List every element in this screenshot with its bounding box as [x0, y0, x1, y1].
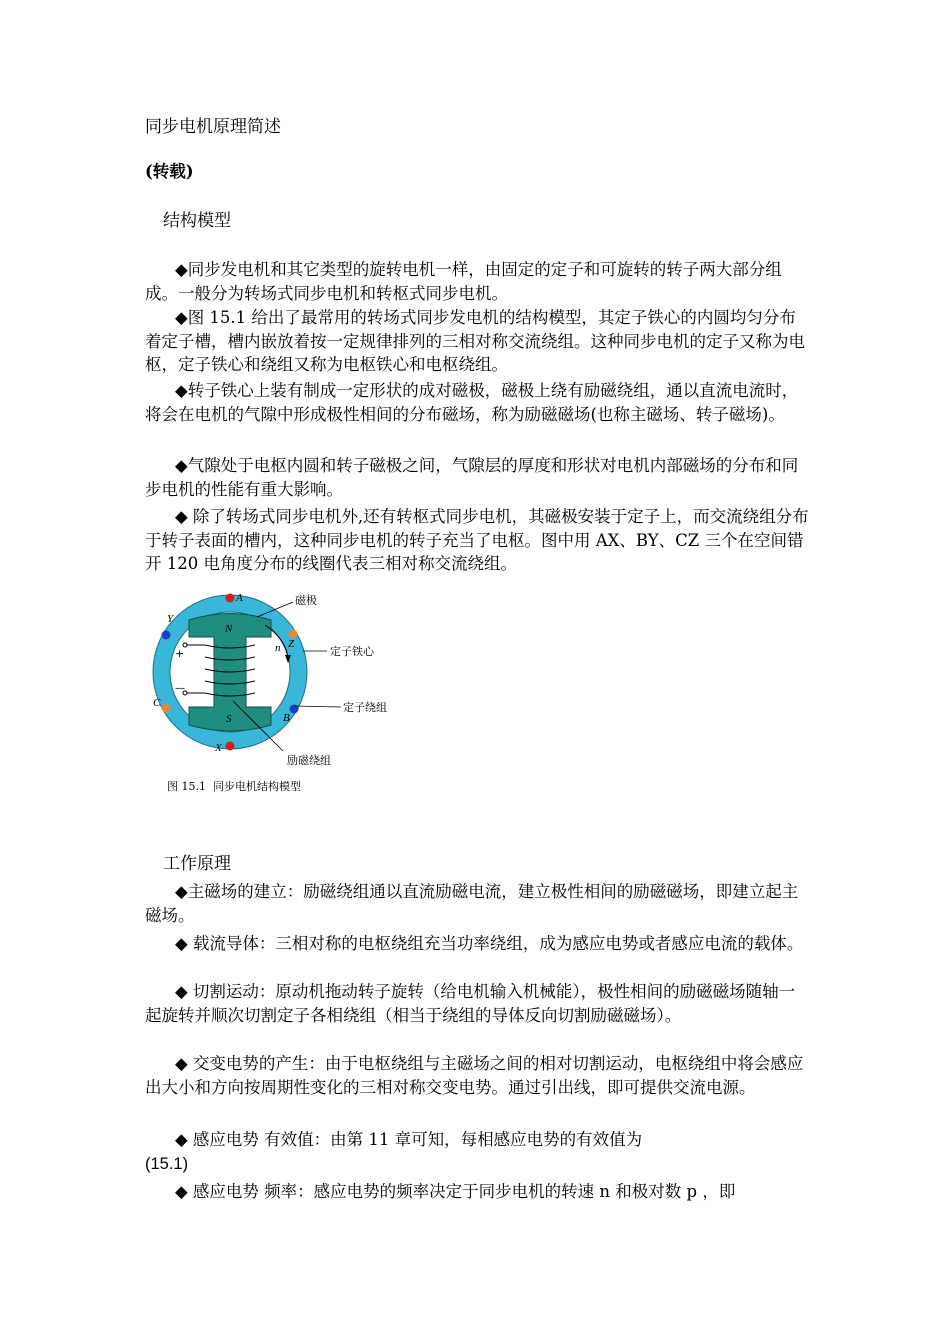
plus-sign: +	[175, 647, 185, 660]
paragraph: ◆ 载流导体：三相对称的电枢绕组充当功率绕组，成为感应电势或者感应电流的载体。	[175, 934, 804, 953]
figure-caption: 同步电机结构模型	[213, 780, 301, 793]
paragraph: ◆ 除了转场式同步电机外,还有转枢式同步电机，其磁极安装于定子上，而交流绕组分布于转子表面的槽内，这种同步电机的转子充当了电枢。图中用 AX、BY、CZ 三个在空间错开 120 电角度分布的线圈代表三相对称交流绕组。	[145, 507, 809, 573]
letter-S: S	[226, 713, 232, 725]
equation-number: (15.1)	[145, 1155, 189, 1173]
letter-X: X	[215, 742, 222, 754]
coil-dot-C	[162, 704, 171, 713]
label-stator-winding: 定子绕组	[343, 701, 387, 714]
letter-C: C	[153, 697, 161, 709]
paragraph: ◆气隙处于电枢内圆和转子磁极之间，气隙层的厚度和形状对电机内部磁场的分布和同步电机的性能有重大影响。	[145, 456, 799, 499]
coil-dot-A	[226, 594, 235, 603]
letter-B: B	[283, 712, 290, 724]
motor-diagram	[145, 585, 445, 800]
letter-N: N	[225, 623, 233, 635]
paragraph: ◆图 15.1 给出了最常用的转场式同步发电机的结构模型，其定子铁心的内圆均匀分布着定子槽，槽内嵌放着按一定规律排列的三相对称交流绕组。这种同步电机的定子又称为电枢，定子铁心和绕组又称为电枢铁心和电枢绕组。	[145, 308, 805, 374]
section-heading-principle: 工作原理	[163, 854, 231, 874]
paragraph: ◆ 感应电势 有效值：由第 11 章可知，每相感应电势的有效值为	[175, 1130, 643, 1149]
paragraph: ◆主磁场的建立：励磁绕组通以直流励磁电流，建立极性相间的励磁磁场，即建立起主磁场。	[145, 882, 799, 925]
letter-A: A	[236, 592, 243, 604]
paragraph: ◆转子铁心上装有制成一定形状的成对磁极，磁极上绕有励磁绕组，通以直流电流时，将会在电机的气隙中形成极性相间的分布磁场，称为励磁磁场(也称主磁场、转子磁场)。	[145, 381, 799, 424]
paragraph: ◆ 感应电势 频率：感应电势的频率决定于同步电机的转速 n 和极对数 p ，即	[175, 1182, 736, 1201]
letter-Z: Z	[288, 638, 295, 650]
paragraph: ◆ 切割运动：原动机拖动转子旋转（给电机输入机械能），极性相间的励磁磁场随轴一起旋转并顺次切割定子各相绕组（相当于绕组的导体反向切割励磁磁场）。	[145, 982, 796, 1025]
coil-dot-X	[226, 742, 235, 751]
coil-dot-Y	[162, 631, 171, 640]
paragraph: ◆ 交变电势的产生：由于电枢绕组与主磁场之间的相对切割运动，电枢绕组中将会感应出大小和方向按周期性变化的三相对称交变电势。通过引出线，即可提供交流电源。	[145, 1054, 804, 1097]
label-stator-core: 定子铁心	[330, 645, 374, 658]
label-pole: 磁极	[295, 594, 317, 607]
minus-sign: —	[175, 683, 185, 694]
motor-structure-figure	[145, 585, 445, 800]
letter-Y: Y	[167, 613, 174, 625]
repost-note: (转载)	[145, 162, 194, 181]
letter-n: n	[275, 642, 281, 654]
figure-number: 图 15.1	[167, 780, 206, 793]
label-field-winding: 励磁绕组	[287, 754, 331, 767]
section-heading-structure: 结构模型	[163, 211, 231, 231]
doc-title: 同步电机原理简述	[145, 117, 281, 137]
paragraph: ◆同步发电机和其它类型的旋转电机一样，由固定的定子和可旋转的转子两大部分组成。一般分为转场式同步电机和转枢式同步电机。	[145, 260, 782, 303]
